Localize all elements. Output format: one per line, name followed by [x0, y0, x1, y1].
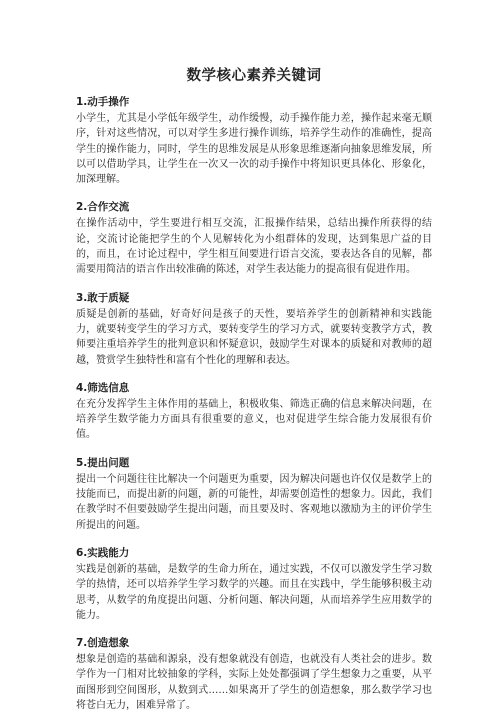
- section-asking-questions: [76, 456, 432, 533]
- section-heading: 1.动手操作: [76, 96, 130, 108]
- section-body: 实践是创新的基础，是数学的生命力所在，通过实践，不仅可以激发学生学习数学的热情，还可以培养学生学习数学的兴趣。而且在实践中，学生能够积极主动思考，从数学的角度提出问题、分析问题、解决问题，从而培养学生应用数学的能力。: [76, 563, 432, 621]
- section-heading: 7.创造想象: [76, 637, 130, 650]
- section-body: 在操作活动中，学生要进行相互交流，汇报操作结果，总结出操作所获得的结论，交流讨论能把学生的个人见解转化为小组群体的发现，达到集思广益的目的，而且，在讨论过程中，学生相互间要进行语言交流，要表达各自的见解，都需要用简洁的语言作出较准确的陈述，对学生表达能力的提高很有促进作用。: [76, 218, 432, 276]
- section-hands-on: [76, 95, 432, 187]
- section-body: 小学生，尤其是小学低年级学生，动作缓慢，动手操作能力差，操作起来毫无顺序，针对这些情况，可以对学生多进行操作训练，培养学生动作的准确性，提高学生的操作能力，同时，学生的思维发展是从形象思维逐渐向抽象思维发展，所以可以借助学具，让学生在一次又一次的动手操作中将知识更具体化、形象化，加深理解。: [76, 113, 432, 186]
- document-title: 数学核心素养关键词: [186, 67, 322, 84]
- section-cooperation: [76, 200, 432, 277]
- section-heading: 6.实践能力: [76, 546, 130, 559]
- section-questioning: [76, 291, 432, 368]
- section-body: 质疑是创新的基础，好奇好问是孩子的天性，要培养学生的创新精神和实践能力，就要转变学生的学习方式，要转变学生的学习方式，就要转变教学方式，教师要注重培养学生的批判意识和怀疑意识，鼓励学生对课本的质疑和对教师的超越，赞赏学生独特性和富有个性化的理解和表达。: [76, 308, 432, 366]
- section-heading: 2.合作交流: [76, 201, 130, 214]
- section-information-screening: [76, 381, 432, 443]
- section-body: 想象是创造的基础和源泉，没有想象就没有创造，也就没有人类社会的进步。数学作为一门相对比较抽象的学科，实际上处处都强调了学生想象力之重要，从平面图形到空间图形，从数到式……如果离开了学生的创造想象，那么数学学习也将苍白无力，困难异常了。: [76, 654, 432, 712]
- section-heading: 5.提出问题: [76, 456, 130, 469]
- section-heading: 3.敢于质疑: [76, 291, 130, 304]
- section-body: 提出一个问题往往比解决一个问题更为重要，因为解决问题也许仅仅是数学上的技能而已，而提出新的问题，新的可能性，却需要创造性的想象力。因此，我们在教学时不但要鼓励学生提出问题，而且要及时、客观地以激励为主的评价学生所提出的问题。: [76, 473, 432, 531]
- section-heading: 4.筛选信息: [76, 381, 130, 394]
- section-practice: [76, 546, 432, 623]
- section-body: 在充分发挥学生主体作用的基础上，积极收集、筛选正确的信息来解决问题，在培养学生数学能力方面具有很重要的意义，也对促进学生综合能力发展很有价值。: [76, 398, 432, 441]
- section-imagination: [76, 636, 432, 713]
